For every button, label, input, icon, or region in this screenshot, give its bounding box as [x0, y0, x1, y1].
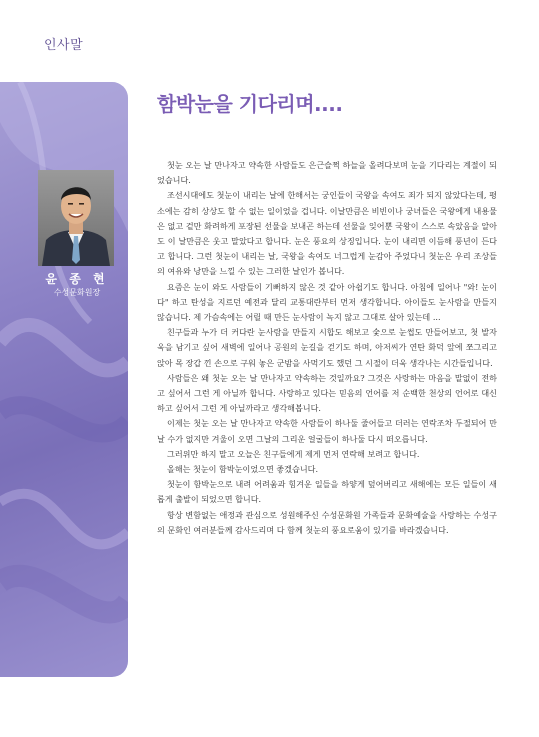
author-portrait: [38, 170, 114, 266]
author-name: 윤 종 현: [45, 272, 109, 286]
author-role: 수성문화원장: [53, 288, 101, 297]
body-paragraph: 사람들은 왜 첫눈 오는 날 만나자고 약속하는 것일까요? 그것은 사랑하는 마음을 말없이 전하고 싶어서 그런 게 아닐까 합니다. 사랑하고 있다는 믿음의 언어를 저 순백한 천상의 언어로 대신하고 싶어서 그런 게 아닐까라고 생각해봅니다.: [157, 372, 497, 414]
body-paragraph: 첫눈 오는 날 만나자고 약속한 사람들도 은근슬쩍 하늘을 올려다보며 눈을 기다리는 계절이 되었습니다.: [157, 160, 497, 186]
body-paragraph: 친구들과 누가 더 커다란 눈사람을 만들지 시합도 해보고 숯으로 눈썹도 만들어보고, 첫 발자욱을 남기고 싶어 새벽에 일어나 공원의 눈길을 걷기도 하며, 아저씨가 연탄 화덕 앞에 쪼그리고 앉아 목 장갑 낀 손으로 구워 놓은 군밤을 사먹기도 했던 그 시절이 더욱 생각나는 시간들입니다.: [157, 327, 497, 368]
body-paragraph: 첫눈이 함박눈으로 내려 어려움과 힘겨운 일들을 하얗게 덮어버리고 새해에는 모든 일들이 새롭게 출발이 되었으면 합니다.: [157, 479, 497, 505]
article-title: 함박눈을 기다리며....: [157, 92, 343, 116]
body-paragraph: 요즘은 눈이 와도 사람들이 기뻐하지 않은 것 같아 아쉽기도 합니다. 아침에 일어나 "와! 눈이다" 하고 탄성을 지르던 예전과 달리 교통대란부터 먼저 생각합니다. 아이들도 눈사람을 만들지 않습니다. 제 가슴속에는 어릴 때 만든 눈사람이 녹지 않고 그대로 살아 있는데 ...: [157, 281, 497, 323]
article-body: [157, 158, 497, 538]
body-paragraph: 그러위만 하지 말고 오늘은 친구들에게 제게 먼저 연락해 보려고 합니다.: [167, 448, 420, 459]
body-paragraph: 올해는 첫눈이 함박눈이었으면 좋겠습니다.: [167, 464, 319, 475]
body-paragraph: 이제는 첫눈 오는 날 만나자고 약속한 사람들이 하나둘 줄어들고 더러는 연락조차 두절되어 만날 수가 없지만 겨울이 오면 그날의 그리운 얼굴들이 하나둘 다시 떠오릅니다.: [157, 418, 497, 444]
body-paragraph: 조선시대에도 첫눈이 내리는 날에 한해서는 궁인들이 국왕을 속여도 죄가 되지 않았다는데, 평소에는 감히 상상도 할 수 없는 일이었을 겁니다. 이날만큼은 비빈이나 궁녀들은 국왕에게 내용물은 없고 겉만 화려하게 포장된 선물을 보내곤 하는데 선물을 잊어뿐 국왕이 스스로 속았음을 알아도 이 날만큼은 웃고 말았다고 합니다. 눈은 풍요의 상징입니다. 눈이 내리면 이듬해 풍년이 든다고 합니다. 그런 첫눈이 내리는 날, 국왕을 속여도 너그럽게 눈감아 주었다니 첫눈은 우리 조상들의 여유와 낭만을 느낄 수 있는 그러한 날인가 봅니다.: [157, 190, 497, 277]
section-label: 인사말: [44, 38, 84, 53]
body-paragraph: 항상 변함없는 애정과 관심으로 성원해주신 수성문화원 가족들과 문화예술을 사랑하는 수성구의 문화인 여러분들께 감사드리며 다 함께 첫눈의 풍요로움이 있기를 바라겠습니다.: [157, 509, 497, 535]
